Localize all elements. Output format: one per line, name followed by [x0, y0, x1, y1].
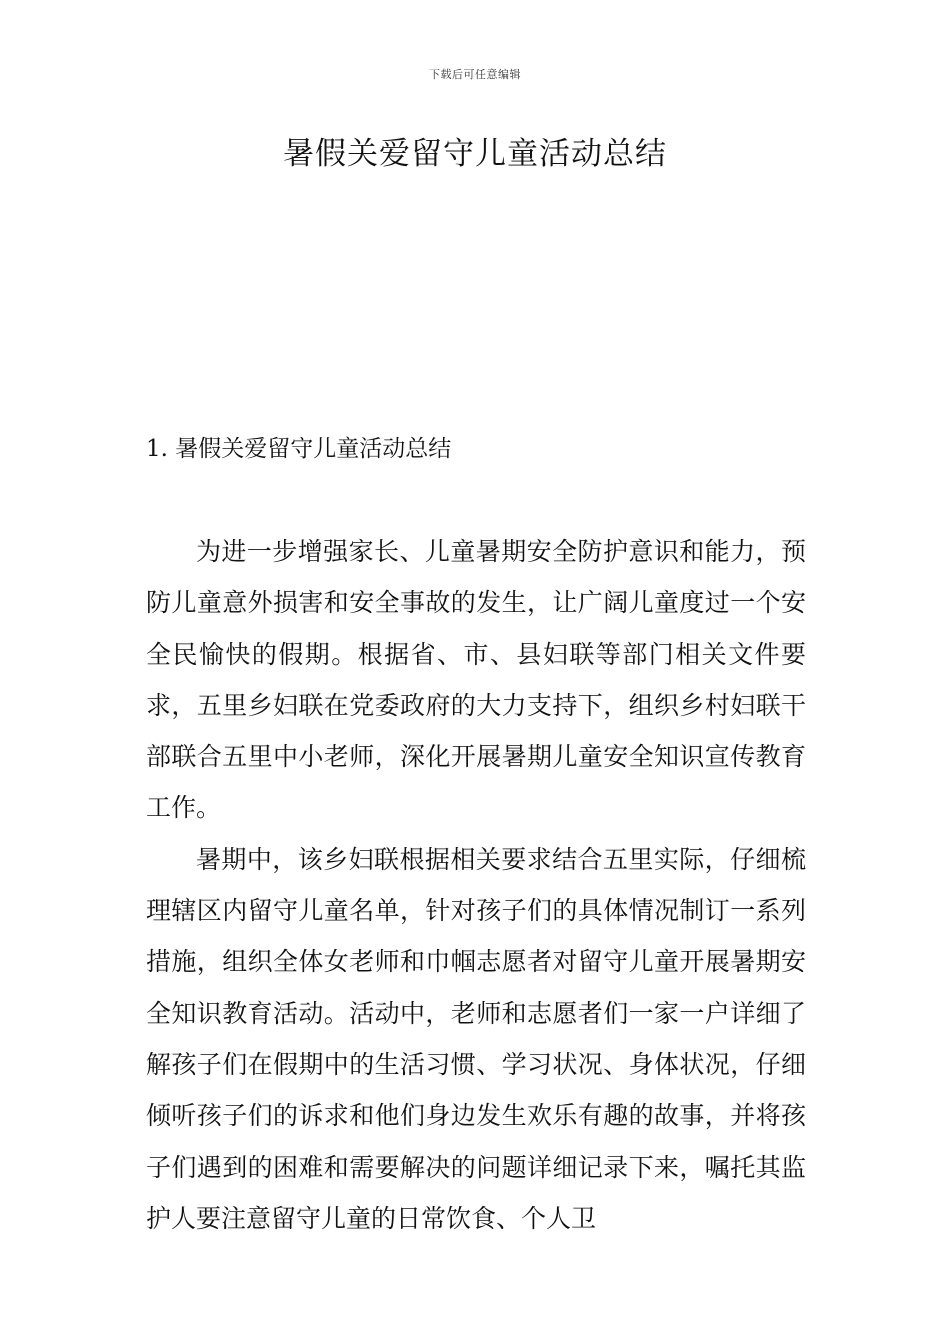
- header-note: 下载后可任意编辑: [429, 68, 521, 81]
- document-title: 暑假关爱留守儿童活动总结: [283, 136, 667, 172]
- body-text: [146, 526, 806, 1244]
- paragraph-2: 暑期中，该乡妇联根据相关要求结合五里实际，仔细梳理辖区内留守儿童名单，针对孩子们的具体情况制订一系列措施，组织全体女老师和巾帼志愿者对留守儿童开展暑期安全知识教育活动。活动中，老师和志愿者们一家一户详细了解孩子们在假期中的生活习惯、学习状况、身体状况，仔细倾听孩子们的诉求和他们身边发生欢乐有趣的故事，并将孩子们遇到的困难和需要解决的问题详细记录下来，嘱托其监护人要注意留守儿童的日常饮食、个人卫: [146, 844, 806, 1233]
- paragraph-1: 为进一步增强家长、儿童暑期安全防护意识和能力，预防儿童意外损害和安全事故的发生，让广阔儿童度过一个安全民愉快的假期。根据省、市、县妇联等部门相关文件要求，五里乡妇联在党委政府的大力支持下，组织乡村妇联干部联合五里中小老师，深化开展暑期儿童安全知识宣传教育工作。: [146, 537, 806, 823]
- section-heading: 1. 暑假关爱留守儿童活动总结: [146, 436, 452, 462]
